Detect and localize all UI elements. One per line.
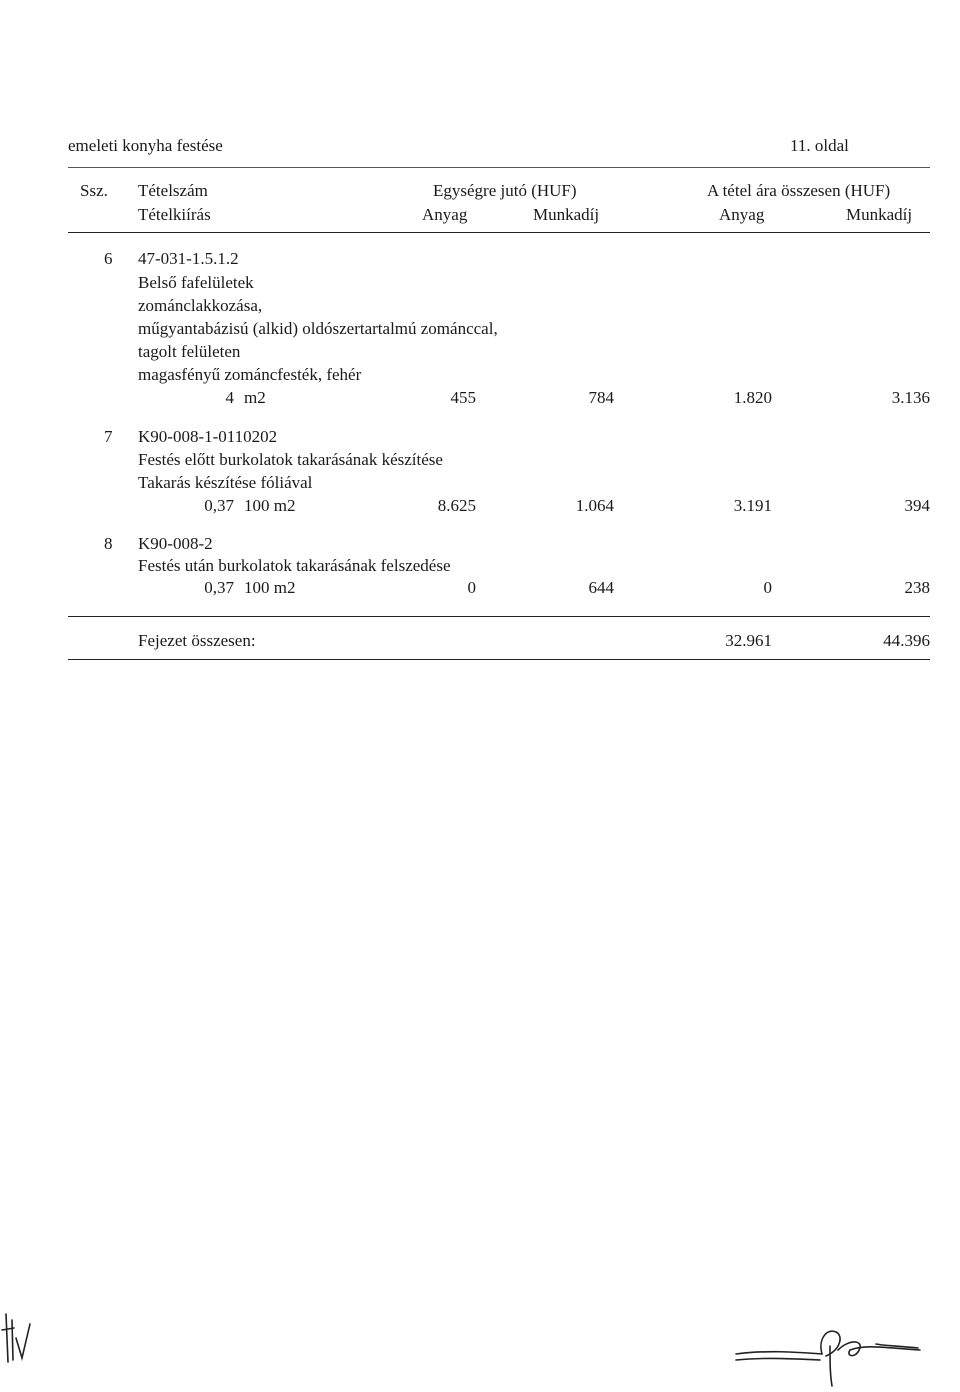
item-unit-anyag: 455 [450,388,476,407]
item-ssz: 7 [104,427,113,446]
item-quantity: 4 [225,388,234,407]
item-desc-line: tagolt felületen [138,342,241,361]
summary-bottom-divider [68,659,930,660]
item-unit-anyag: 0 [467,578,476,597]
item-code: 47-031-1.5.1.2 [138,249,239,268]
item-desc-line: Festés előtt burkolatok takarásának készítése [138,450,443,469]
item-total-anyag: 3.191 [733,496,772,515]
handwritten-signature [726,1310,926,1390]
item-desc-line: Belső fafelületek [138,273,254,292]
item-total-munkadij: 238 [904,578,930,597]
column-header-total-munkadij: Munkadíj [846,205,913,224]
column-header-tetelszam: Tételszám [138,181,208,200]
item-unit: 100 m2 [244,496,296,515]
item-unit-munkadij: 784 [588,388,614,407]
column-header-ssz: Ssz. [80,181,108,200]
column-header-tetelkiiras: Tételkiírás [138,205,211,224]
column-header-total-group: A tétel ára összesen (HUF) [707,181,891,200]
handwritten-initials [0,1300,40,1370]
item-desc-line: magasfényű zománcfesték, fehér [138,365,362,384]
item-unit-munkadij: 1.064 [575,496,614,515]
item-unit-munkadij: 644 [588,578,614,597]
item-code: K90-008-1-0110202 [138,427,278,446]
item-desc-line: zománclakkozása, [138,296,263,315]
item-unit: 100 m2 [244,578,296,597]
item-ssz: 6 [104,249,113,268]
summary-top-divider [68,616,930,617]
item-total-anyag: 0 [763,578,772,597]
item-unit-anyag: 8.625 [437,496,476,515]
page-number: 11. oldal [790,136,849,155]
column-header-divider [68,232,930,233]
summary-total-anyag: 32.961 [725,631,772,650]
item-total-munkadij: 394 [904,496,930,515]
item-quantity: 0,37 [204,578,234,597]
item-ssz: 8 [104,534,113,553]
item-desc-line: műgyantabázisú (alkid) oldószertartalmú zománccal, [138,319,498,338]
column-header-unit-munkadij: Munkadíj [533,205,600,224]
column-header-total-anyag: Anyag [719,205,765,224]
item-total-munkadij: 3.136 [891,388,930,407]
column-header-unit-group: Egységre jutó (HUF) [433,181,577,200]
item-desc-line: Takarás készítése fóliával [138,473,313,492]
header-divider [68,167,930,168]
summary-total-munkadij: 44.396 [883,631,930,650]
item-quantity: 0,37 [204,496,234,515]
summary-label: Fejezet összesen: [138,631,256,650]
column-header-unit-anyag: Anyag [422,205,468,224]
item-unit: m2 [244,388,266,407]
item-total-anyag: 1.820 [733,388,772,407]
page-title: emeleti konyha festése [68,136,223,155]
item-desc-line: Festés után burkolatok takarásának felszedése [138,556,451,575]
item-code: K90-008-2 [138,534,213,553]
